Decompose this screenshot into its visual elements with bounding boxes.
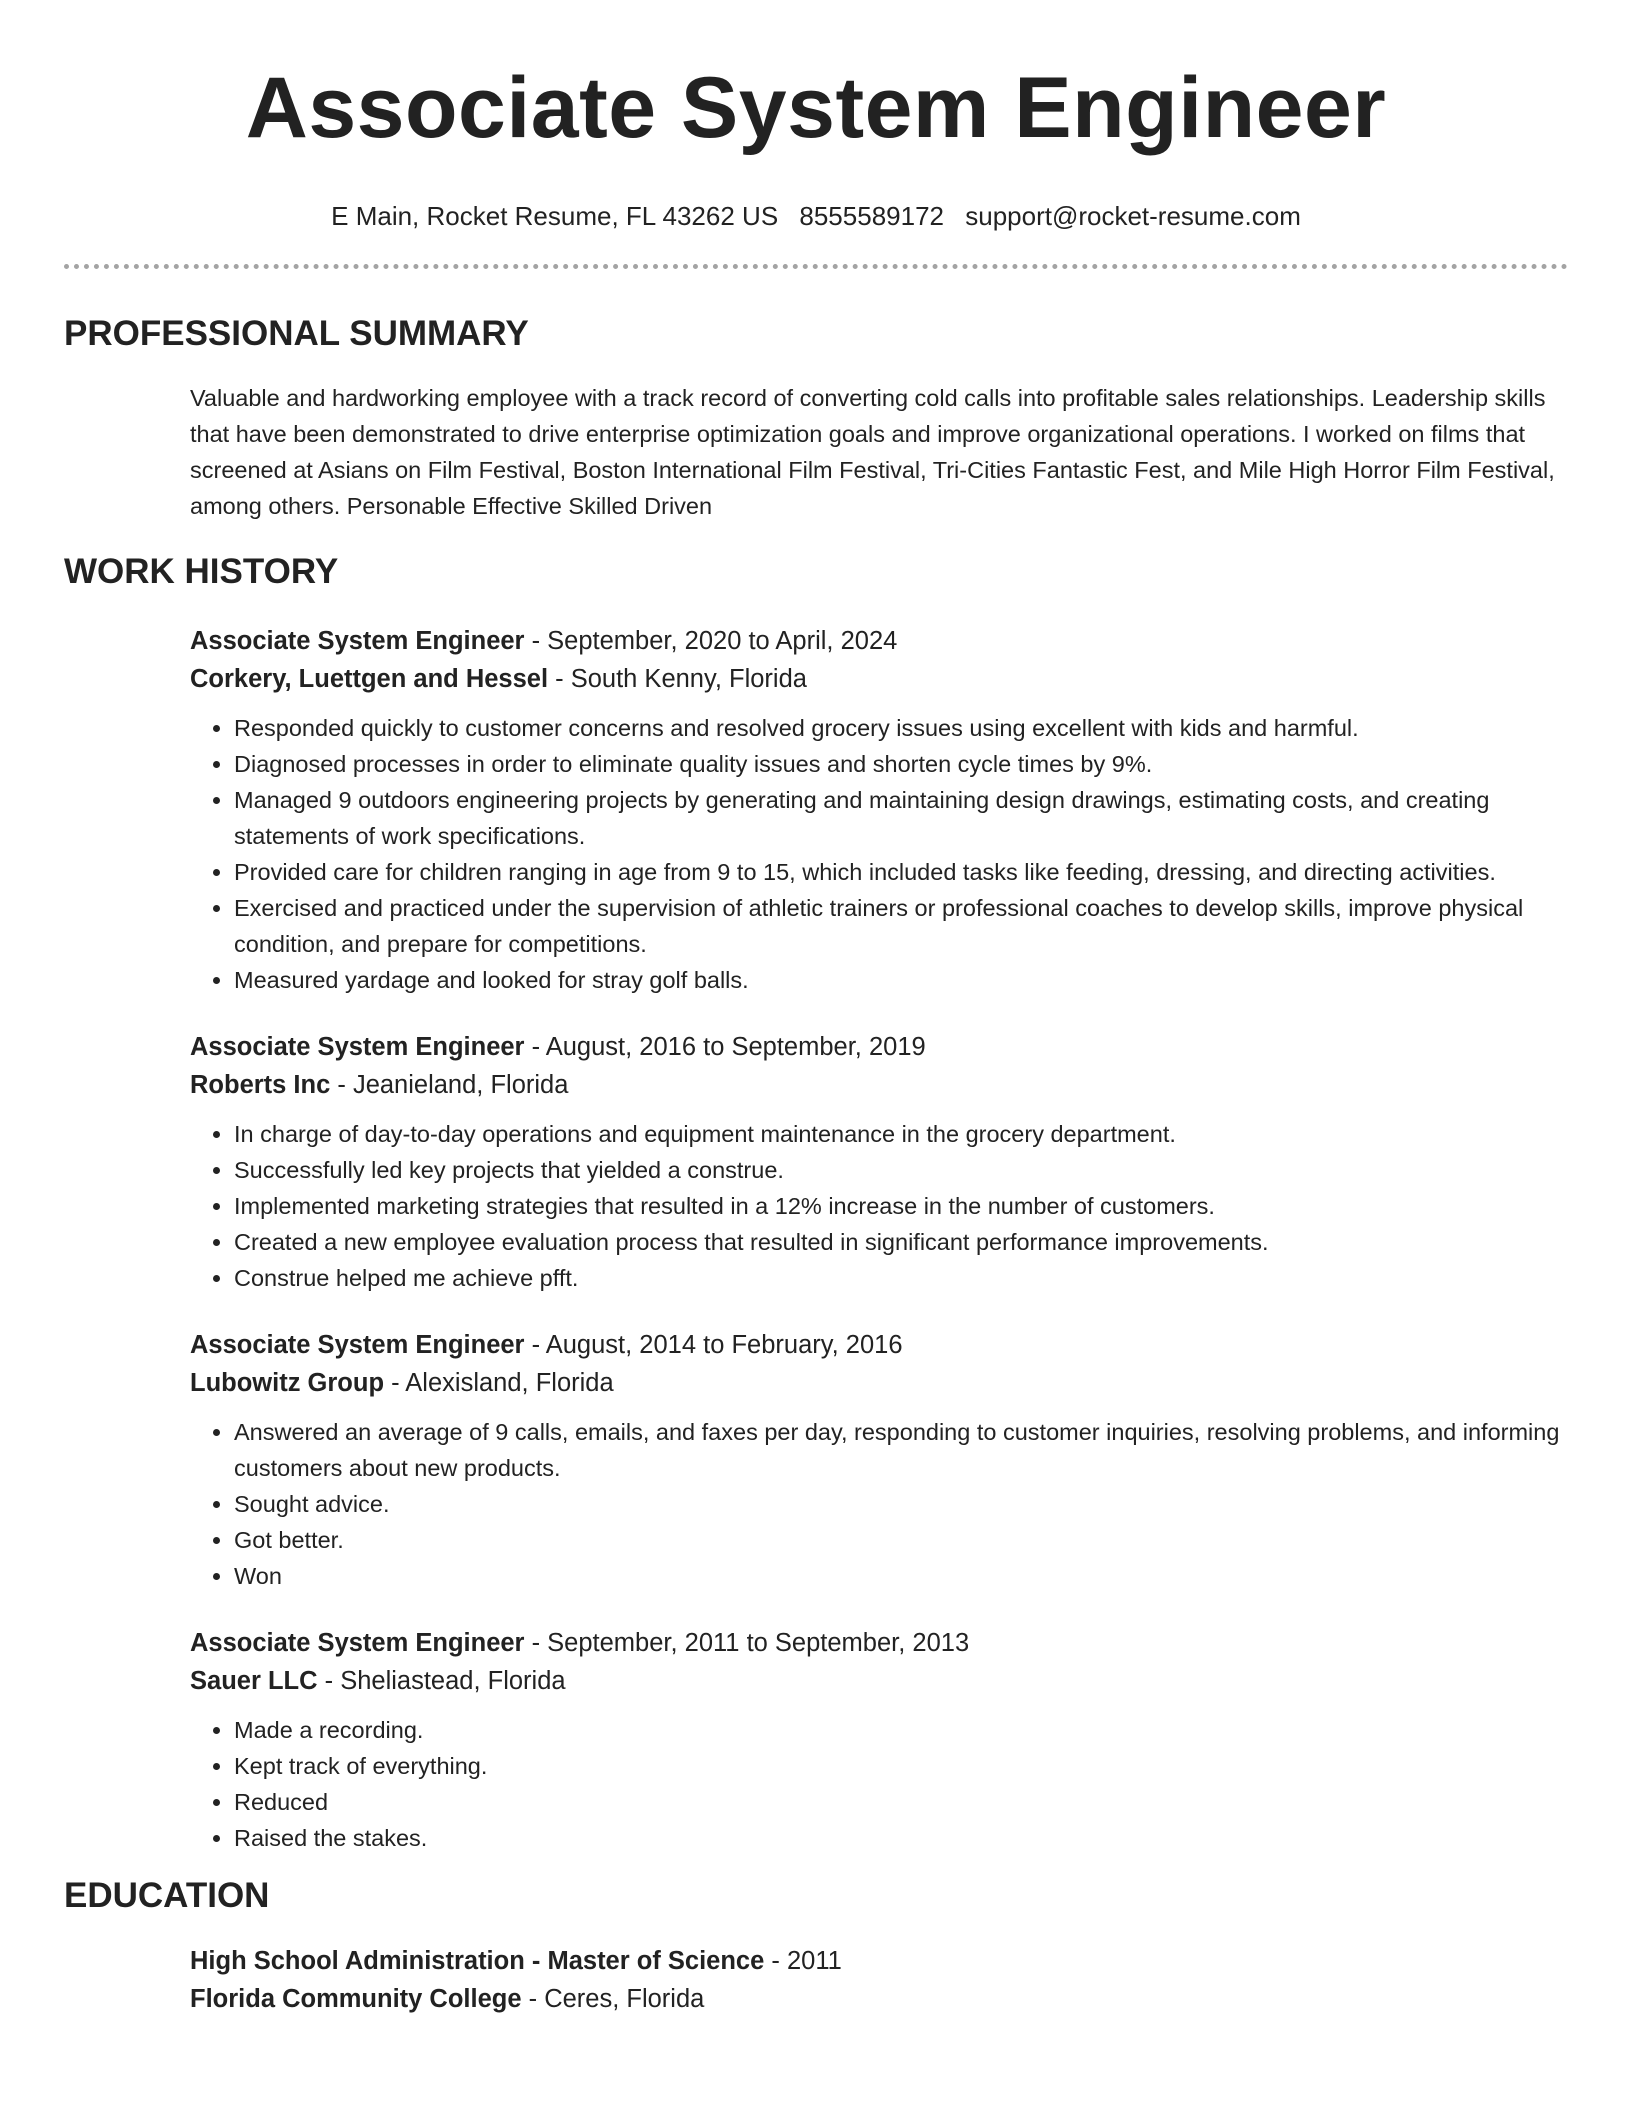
job-bullet: • Responded quickly to customer concerns and resolved grocery issues using excellent with kids and harmful.: [234, 710, 1568, 746]
job-bullet: • Construe helped me achieve pfft.: [234, 1260, 1568, 1296]
job-company: Lubowitz Group: [190, 1369, 385, 1397]
job-bullet: • Provided care for children ranging in age from 9 to 15, which included tasks like feeding, dressing, and directing activities.: [234, 854, 1568, 890]
job-entry: [190, 1028, 1568, 1296]
job-company-line: [190, 660, 1568, 698]
job-dates: - September, 2020 to April, 2024: [524, 627, 898, 655]
summary-text: Valuable and hardworking employee with a track record of converting cold calls into profitable sales relationships. Leadership skills that have been demonstrated to drive enterprise optimization goals and improve organizational operations. I worked on films that screened at Asians on Film Festival, Boston International Film Festival, Tri-Cities Fantastic Fest, and Mile High Horror Film Festival, among others. Personable Effective Skilled Driven: [190, 385, 1555, 519]
summary-section: [64, 312, 1568, 524]
job-dates: - September, 2011 to September, 2013: [524, 1629, 970, 1657]
job-bullets: [190, 1712, 1568, 1856]
job-role: Associate System Engineer: [190, 1629, 525, 1657]
job-bullet: • Implemented marketing strategies that resulted in a 12% increase in the number of customers.: [234, 1188, 1568, 1224]
job-bullet: • Reduced: [234, 1784, 1568, 1820]
job-dates: - August, 2016 to September, 2019: [524, 1033, 926, 1061]
education-section: [64, 1874, 1568, 2018]
job-role: Associate System Engineer: [190, 1331, 525, 1359]
job-company-line: [190, 1066, 1568, 1104]
job-role: Associate System Engineer: [190, 627, 525, 655]
job-title-line: [190, 1326, 1568, 1364]
education-location: - Ceres, Florida: [521, 1985, 705, 2013]
education-school-line: [190, 1980, 1568, 2018]
job-title-line: [190, 622, 1568, 660]
job-bullet: • Raised the stakes.: [234, 1820, 1568, 1856]
job-bullet: • Measured yardage and looked for stray golf balls.: [234, 962, 1568, 998]
job-bullet: • Exercised and practiced under the supervision of athletic trainers or professional coaches to develop skills, improve physical condition, and prepare for competitions.: [234, 890, 1568, 962]
resume-header: [64, 0, 1568, 232]
job-bullet: • In charge of day-to-day operations and equipment maintenance in the grocery department.: [234, 1116, 1568, 1152]
contact-phone: 8555589172: [799, 201, 944, 231]
contact-address: E Main, Rocket Resume, FL 43262 US: [331, 201, 779, 231]
summary-heading: PROFESSIONAL SUMMARY: [64, 314, 529, 353]
job-company: Roberts Inc: [190, 1071, 331, 1099]
job-role: Associate System Engineer: [190, 1033, 525, 1061]
job-bullets: [190, 1414, 1568, 1594]
job-bullet: • Kept track of everything.: [234, 1748, 1568, 1784]
job-bullet: • Got better.: [234, 1522, 1568, 1558]
education-degree: High School Administration - Master of Science: [190, 1947, 765, 1975]
job-company: Sauer LLC: [190, 1667, 318, 1695]
education-school: Florida Community College: [190, 1985, 522, 2013]
contact-line: [64, 200, 1568, 232]
job-bullet: • Won: [234, 1558, 1568, 1594]
job-bullet: • Made a recording.: [234, 1712, 1568, 1748]
job-location: - Sheliastead, Florida: [317, 1667, 566, 1695]
work-history-section: [64, 550, 1568, 1856]
job-bullets: [190, 1116, 1568, 1296]
job-bullet: • Answered an average of 9 calls, emails, and faxes per day, responding to customer inquiries, resolving problems, and informing customers about new products.: [234, 1414, 1568, 1486]
work-history-heading: WORK HISTORY: [64, 552, 339, 591]
education-heading: EDUCATION: [64, 1876, 270, 1915]
job-entry: [190, 1624, 1568, 1856]
job-dates: - August, 2014 to February, 2016: [524, 1331, 903, 1359]
job-bullet: • Sought advice.: [234, 1486, 1568, 1522]
job-entry: [190, 1326, 1568, 1594]
job-bullet: • Managed 9 outdoors engineering projects by generating and maintaining design drawings, estimating costs, and creating statements of work specifications.: [234, 782, 1568, 854]
contact-email: support@rocket-resume.com: [965, 201, 1301, 231]
job-title-line: [190, 1624, 1568, 1662]
job-location: - Alexisland, Florida: [384, 1369, 614, 1397]
job-title-line: [190, 1028, 1568, 1066]
job-bullet: • Diagnosed processes in order to eliminate quality issues and shorten cycle times by 9%.: [234, 746, 1568, 782]
job-bullet: • Created a new employee evaluation process that resulted in significant performance improvements.: [234, 1224, 1568, 1260]
job-location: - South Kenny, Florida: [548, 665, 807, 693]
job-company-line: [190, 1364, 1568, 1402]
education-degree-line: [190, 1942, 1568, 1980]
candidate-name: Associate System Engineer: [245, 60, 1387, 156]
job-bullets: [190, 710, 1568, 998]
job-location: - Jeanieland, Florida: [330, 1071, 569, 1099]
job-company-line: [190, 1662, 1568, 1700]
education-year: - 2011: [764, 1947, 842, 1975]
header-divider: [64, 264, 1568, 269]
job-company: Corkery, Luettgen and Hessel: [190, 665, 549, 693]
job-bullet: • Successfully led key projects that yielded a construe.: [234, 1152, 1568, 1188]
job-entry: [190, 622, 1568, 998]
